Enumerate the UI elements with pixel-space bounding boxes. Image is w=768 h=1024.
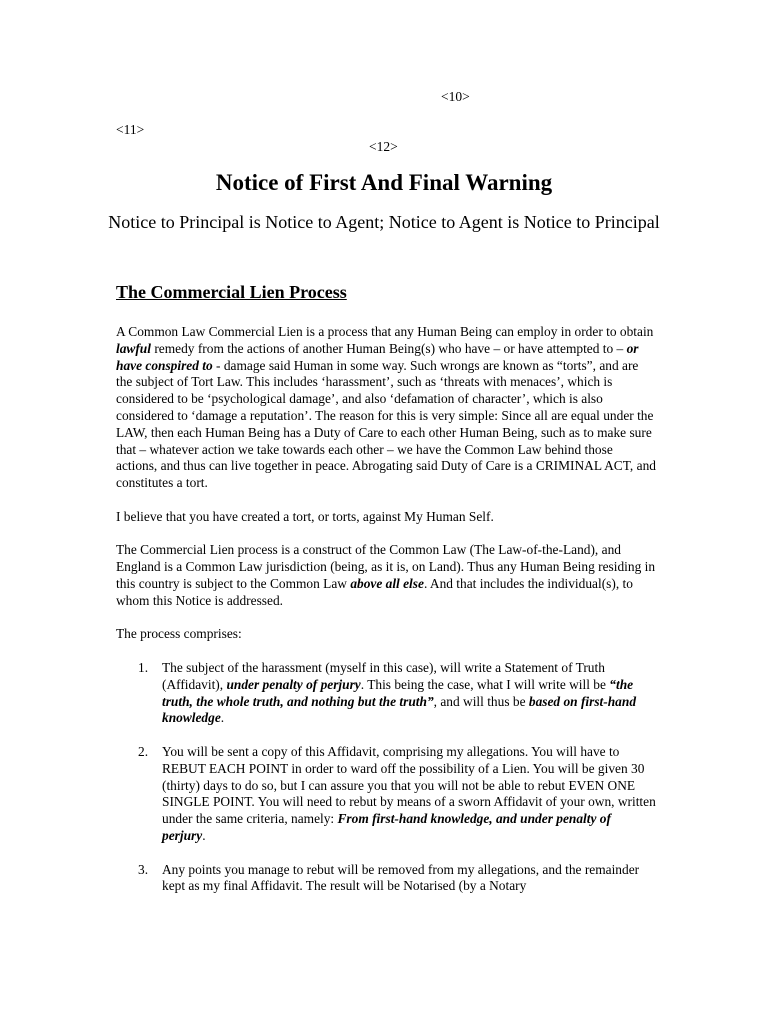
document-title: Notice of First And Final Warning — [215, 170, 553, 195]
document-body — [116, 324, 656, 912]
paragraph-process-intro: The process comprises: — [116, 626, 242, 642]
text-run: - damage said Human in some way. Such wrongs are known as “torts”, and are the subject of Tort Law. This includes ‘harassment’, such as ‘threats with menaces’, which is considered to be ‘psychological damage’, and also ‘defamation of character’, which is also considered to ‘damage a reputation’. The reason for this is very simple: Since all are equal under the LAW, then each Human Being has a Duty of Care to each other Human Being, such as to make sure that – whatever action we take towards each other – we have the Common Law behind those actions, and thus can live together in peace. Abrogating said Duty of Care is a CRIMINAL ACT, and constitutes a tort. — [116, 357, 656, 491]
text-run: . — [220, 710, 225, 726]
emphasis-lawful: lawful — [116, 340, 151, 356]
text-run: The Commercial Lien process is a construct of the Common Law (The Law-of-the-Land), and England is a Common Law jurisdiction (being, as it is, on Land). Thus any Human Being residing in this country is subject to the Common Law — [116, 542, 656, 591]
document-subtitle: Notice to Principal is Notice to Agent; Notice to Agent is Notice to Principal — [108, 212, 660, 232]
paragraph-common-law — [116, 542, 656, 609]
list-number: 2. — [138, 743, 149, 759]
emphasis-criteria: From first-hand knowledge, and under penalty of perjury — [162, 811, 611, 843]
text-run: . — [202, 827, 206, 843]
text-run: The subject of the harassment (myself in this case), will write a Statement of Truth (Affidavit), — [162, 659, 605, 692]
page-marker-10: <10> — [441, 89, 470, 104]
list-item — [116, 862, 656, 896]
emphasis-first-hand: based on first-hand knowledge — [162, 693, 637, 726]
list-item — [116, 744, 656, 845]
list-number: 3. — [138, 861, 149, 877]
emphasis-perjury: under penalty of perjury — [226, 676, 361, 692]
list-number: 1. — [138, 659, 149, 675]
text-run: . This being the case, what I will write will be — [360, 676, 610, 692]
section-heading: The Commercial Lien Process — [116, 282, 347, 302]
list-item — [116, 660, 656, 727]
page-marker-12: <12> — [369, 139, 398, 154]
text-run: . And that includes the individual(s), to whom this Notice is addressed. — [116, 575, 633, 608]
emphasis-whole-truth: “the truth, the whole truth, and nothing but the truth” — [162, 676, 634, 709]
emphasis-conspired: or have conspired to — [116, 340, 639, 373]
text-run: You will be sent a copy of this Affidavit, comprising my allegations. You will have to REBUT EACH POINT in order to ward off the possibility of a Lien. You will be given 30 (thirty) days to do so, but I can assure you that you will not be able to rebut EVEN ONE SINGLE POINT. You will need to rebut by means of a sworn Affidavit of your own, written under the same criteria, namely: — [162, 743, 656, 827]
process-list — [116, 660, 656, 895]
paragraph-belief: I believe that you have created a tort, or torts, against My Human Self. — [116, 508, 494, 524]
page-marker-11: <11> — [116, 122, 145, 137]
text-run: Any points you manage to rebut will be removed from my allegations, and the remainder kept as my final Affidavit. The result will be Notarised (by a Notary — [162, 861, 640, 894]
emphasis-above-all-else: above all else — [350, 575, 424, 591]
text-run: A Common Law Commercial Lien is a process that any Human Being can employ in order to obtain — [116, 324, 654, 339]
text-run: , and will thus be — [433, 693, 529, 709]
paragraph-commercial-lien-intro — [116, 324, 656, 492]
text-run: remedy from the actions of another Human Being(s) who have – or have attempted to – — [150, 340, 627, 356]
